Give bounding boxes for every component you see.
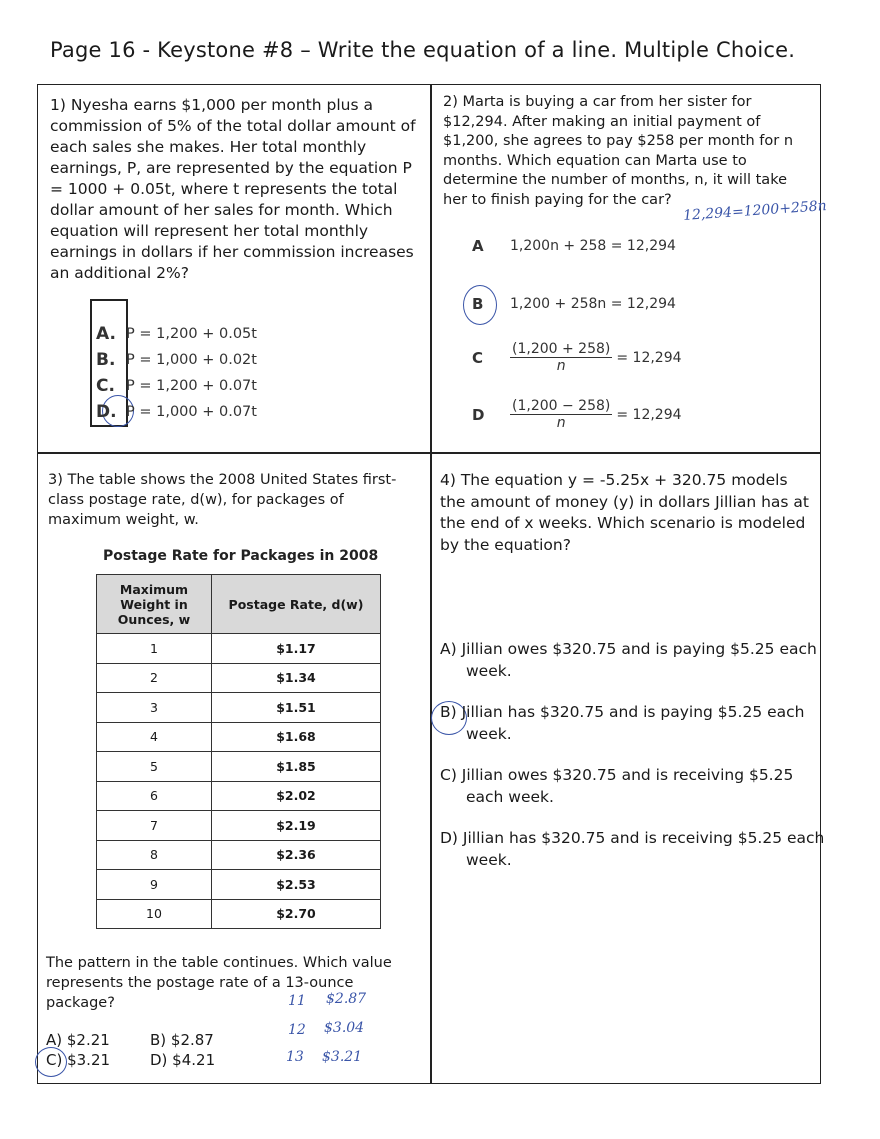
option-b[interactable]: B. P = 1,000 + 0.02t <box>96 350 257 370</box>
option-b[interactable]: B 1,200 + 258n = 12,294 <box>472 295 676 313</box>
weight-cell: 8 <box>97 840 212 870</box>
table-row <box>97 693 381 723</box>
option-c[interactable]: C) Jillian owes $320.75 and is receiving $5.25 each week. <box>440 766 794 806</box>
rate-cell: $2.70 <box>212 899 381 929</box>
vertical-divider <box>430 85 432 1083</box>
option-a[interactable]: A 1,200n + 258 = 12,294 <box>472 237 676 255</box>
horizontal-divider <box>38 452 820 454</box>
rate-cell: $1.34 <box>212 663 381 693</box>
rate-cell: $2.36 <box>212 840 381 870</box>
weight-cell: 7 <box>97 811 212 841</box>
question-3 <box>48 470 418 530</box>
rate-cell: $1.85 <box>212 752 381 782</box>
question-4-text: 4) The equation y = -5.25x + 320.75 models the amount of money (y) in dollars Jillian has at the end of x weeks. Which scenario is modeled by the equation? <box>440 471 810 554</box>
option-b[interactable]: B) $2.87 <box>150 1031 214 1049</box>
option-b[interactable]: B) Jillian has $320.75 and is paying $5.25 each week. <box>440 703 805 743</box>
option-d[interactable]: D. P = 1,000 + 0.07t <box>96 402 257 422</box>
table-row <box>97 634 381 664</box>
handwritten-n-12: 12 <box>288 1022 306 1038</box>
handwritten-note-q2: 12,294=1200+258n <box>682 198 828 224</box>
option-c[interactable]: C) $3.21 <box>46 1051 111 1069</box>
weight-cell: 2 <box>97 663 212 693</box>
table-row <box>97 752 381 782</box>
weight-cell: 9 <box>97 870 212 900</box>
option-c[interactable]: C $\frac{(1,200 + 258)}{n}$ = 12,294 <box>472 341 682 374</box>
table-row <box>97 899 381 929</box>
handwritten-n-11: 11 <box>288 993 306 1009</box>
option-d[interactable]: D) Jillian has $320.75 and is receiving $5.25 each week. <box>440 829 825 869</box>
table-row <box>97 781 381 811</box>
weight-cell: 1 <box>97 634 212 664</box>
option-a[interactable]: A) $2.21 <box>46 1031 110 1049</box>
table-row <box>97 870 381 900</box>
handwritten-v-12: $3.04 <box>324 1020 365 1036</box>
rate-cell: $1.17 <box>212 634 381 664</box>
rate-cell: $2.53 <box>212 870 381 900</box>
weight-cell: 6 <box>97 781 212 811</box>
question-4 <box>440 470 815 556</box>
weight-cell: 4 <box>97 722 212 752</box>
weight-cell: 5 <box>97 752 212 782</box>
handwritten-n-13: 13 <box>286 1049 304 1065</box>
table-row <box>97 722 381 752</box>
question-grid <box>37 84 828 1084</box>
option-d[interactable]: D $\frac{(1,200 - 258)}{n}$ = 12,294 <box>472 398 682 431</box>
rate-cell: $2.19 <box>212 811 381 841</box>
question-3-answers <box>46 1030 215 1070</box>
question-2 <box>443 93 813 210</box>
weight-cell: 3 <box>97 693 212 723</box>
table-header-weight: Maximum Weight in Ounces, w <box>97 575 212 634</box>
option-d[interactable]: D) $4.21 <box>150 1051 216 1069</box>
table-body <box>97 634 381 929</box>
question-3-text: 3) The table shows the 2008 United States first-class postage rate, d(w), for packages of maximum weight, w. <box>48 472 397 528</box>
rate-cell: $1.51 <box>212 693 381 723</box>
table-header-rate: Postage Rate, d(w) <box>212 575 381 634</box>
question-1 <box>50 95 420 284</box>
table-title: Postage Rate for Packages in 2008 <box>103 548 379 564</box>
table-row <box>97 840 381 870</box>
rate-cell: $1.68 <box>212 722 381 752</box>
option-a[interactable]: A. P = 1,200 + 0.05t <box>96 324 257 344</box>
option-a[interactable]: A) Jillian owes $320.75 and is paying $5.25 each week. <box>440 640 817 680</box>
rate-cell: $2.02 <box>212 781 381 811</box>
question-1-options <box>96 321 257 425</box>
postage-table <box>96 574 381 929</box>
handwritten-v-11: $2.87 <box>326 991 367 1007</box>
question-4-choices <box>440 639 826 891</box>
page-title: Page 16 - Keystone #8 – Write the equation of a line. Multiple Choice. <box>50 38 796 62</box>
weight-cell: 10 <box>97 899 212 929</box>
question-3-followup: The pattern in the table continues. Which value represents the postage rate of a 13-ounce package? <box>46 955 392 1011</box>
question-2-text: 2) Marta is buying a car from her sister for $12,294. After making an initial payment of $1,200, she agrees to pay $258 per month for n months. Which equation can Marta use to determine the number of months, n, it will take her to finish paying for the car? <box>443 94 794 208</box>
handwritten-v-13: $3.21 <box>322 1049 363 1065</box>
table-row <box>97 663 381 693</box>
option-c[interactable]: C. P = 1,200 + 0.07t <box>96 376 257 396</box>
question-1-text: 1) Nyesha earns $1,000 per month plus a commission of 5% of the total dollar amount of each sales she makes. Her total monthly earnings, P, are represented by the equation P = 1000 + 0.05t, where t represents the total dollar amount of her sales for month. Which equation will represent her total monthly earnings in dollars if her commission increases an additional 2%? <box>50 96 416 282</box>
table-row <box>97 811 381 841</box>
